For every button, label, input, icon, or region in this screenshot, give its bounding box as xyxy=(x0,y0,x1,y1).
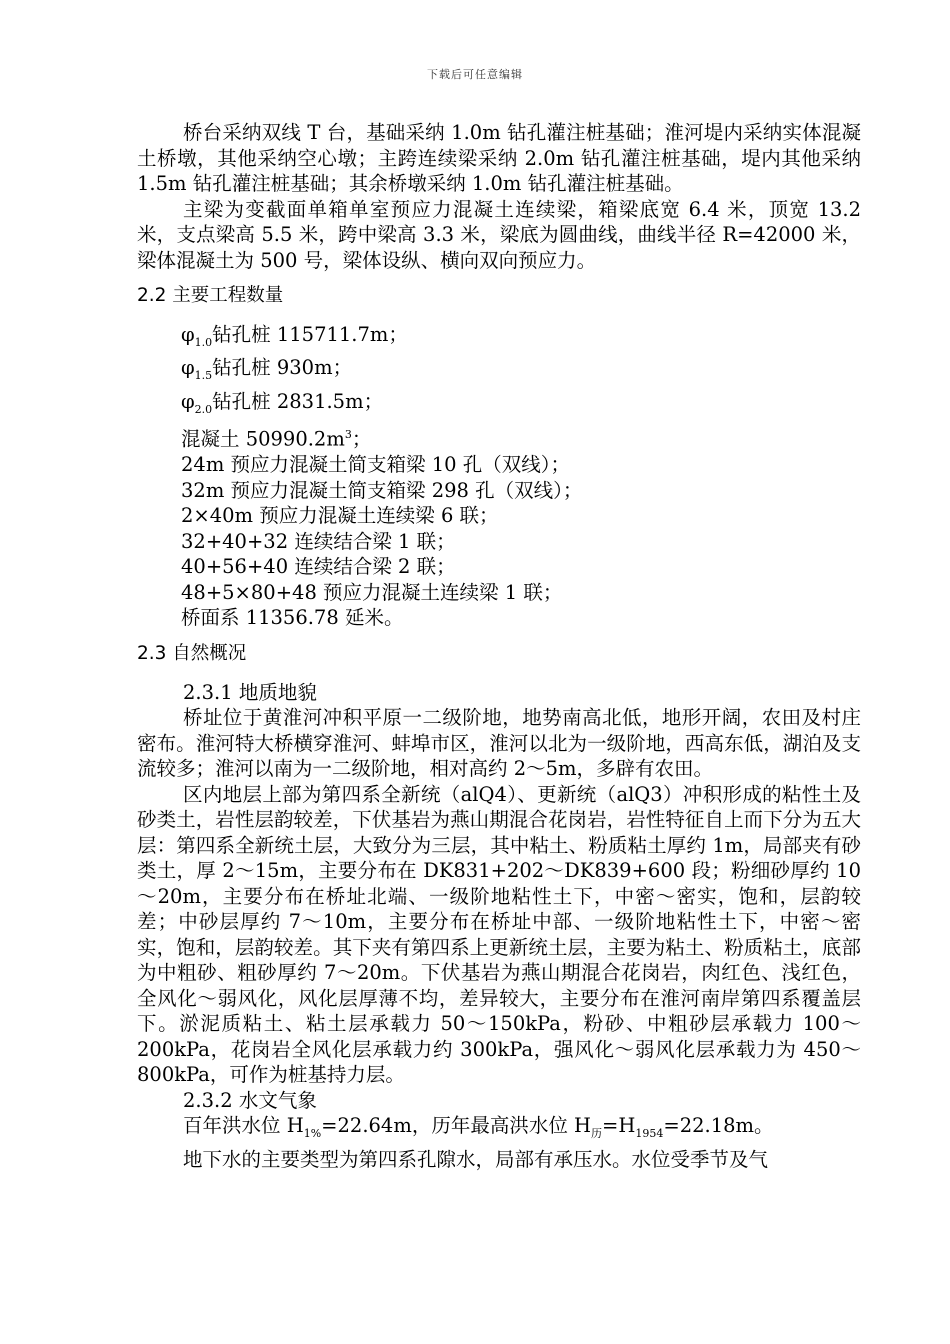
quantity-list xyxy=(137,322,861,631)
paragraph-main-girder: 主梁为变截面单箱单室预应力混凝土连续梁，箱梁底宽 6.4 米，顶宽 13.2 米，支点梁高 5.5 米，跨中梁高 3.3 米，梁底为圆曲线，曲线半径 R=42000 米，梁体混凝土为 500 号，梁体设纵、横向双向预应力。 xyxy=(137,197,861,272)
paragraph-terrain: 桥址位于黄淮河冲积平原一二级阶地，地势南高北低，地形开阔，农田及村庄密布。淮河特大桥横穿淮河、蚌埠市区，淮河以北为一级阶地，西高东低，湖泊及支流较多；淮河以南为一二级阶地，相对高约 2～5m，多辟有农田。 xyxy=(137,706,861,781)
list-item: 桥面系 11356.78 延米。 xyxy=(181,606,404,630)
list-item: 32m 预应力混凝土简支箱梁 298 孔（双线）； xyxy=(181,478,583,502)
list-item: 48+5×80+48 预应力混凝土连续梁 1 联； xyxy=(181,580,563,604)
document-body xyxy=(137,120,861,1172)
section-heading-2-3-1: 2.3.1 地质地貌 xyxy=(183,680,317,704)
section-heading-2-3: 2.3 自然概况 xyxy=(137,642,247,664)
section-heading-2-3-2: 2.3.2 水文气象 xyxy=(183,1088,317,1112)
page-header: 下载后可任意编辑 xyxy=(427,68,523,81)
list-item: 40+56+40 连续结合梁 2 联； xyxy=(181,555,456,579)
list-item: $\varphi_{2.0}$钻孔桩 2831.5m； xyxy=(181,389,384,416)
section-heading-2-2: 2.2 主要工程数量 xyxy=(137,285,284,306)
list-item: 32+40+32 连续结合梁 1 联； xyxy=(181,529,456,553)
paragraph-strata: 区内地层上部为第四系全新统（alQ4）、更新统（alQ3）冲积形成的粘性土及砂类土，岩性层韵较差，下伏基岩为燕山期混合花岗岩，岩性特征自上而下分为五大层：第四系全新统土层，大致分为三层，其中粘土、粉质粘土厚约 1m，局部夹有砂类土，厚 2～15m，主要分布在 DK831+202～DK839+600 段；粉细砂厚约 10～20m，主要分布在桥址北端、一级阶地粘性土下，中密～密实，饱和，层韵较差；中砂层厚约 7～10m，主要分布在桥址中部、一级阶地粘性土下，中密～密实，饱和，层韵较差。其下夹有第四系上更新统土层，主要为粘土、粉质粘土，底部为中粗砂、粗砂厚约 7～20m。下伏基岩为燕山期混合花岗岩，肉红色、浅红色，全风化～弱风化，风化层厚薄不均，差异较大，主要分布在淮河南岸第四系覆盖层下。淤泥质粘土、粘土层承载力 50～150kPa，粉砂、中粗砂层承载力 100～200kPa，花岗岩全风化层承载力约 300kPa，强风化～弱风化层承载力为 450～800kPa，可作为桩基持力层。 xyxy=(137,782,861,1087)
paragraph-abutment: 桥台采纳双线 T 台，基础采纳 1.0m 钻孔灌注桩基础；淮河堤内采纳实体混凝土桥墩，其他采纳空心墩；主跨连续梁采纳 2.0m 钻孔灌注桩基础，堤内其他采纳 1.5m 钻孔灌注桩基础；其余桥墩采纳 1.0m 钻孔灌注桩基础。 xyxy=(137,121,861,195)
list-item: $\varphi_{1.0}$钻孔桩 115711.7m； xyxy=(181,323,408,349)
list-item: $\varphi_{1.5}$钻孔桩 930m； xyxy=(181,356,353,383)
list-item: 24m 预应力混凝土简支箱梁 10 孔（双线）； xyxy=(181,453,570,477)
list-item: 混凝土 $50990.2m^3$； xyxy=(181,427,372,451)
paragraph-groundwater: 地下水的主要类型为第四系孔隙水，局部有承压水。水位受季节及气 xyxy=(183,1147,769,1171)
list-item: 2×40m 预应力混凝土连续梁 6 联； xyxy=(181,504,499,528)
paragraph-flood-level: 百年洪水位 $H_{1\%}=22.64m$，历年最高洪水位 $H_历=H_{1954}=22.18m$。 xyxy=(183,1114,774,1141)
